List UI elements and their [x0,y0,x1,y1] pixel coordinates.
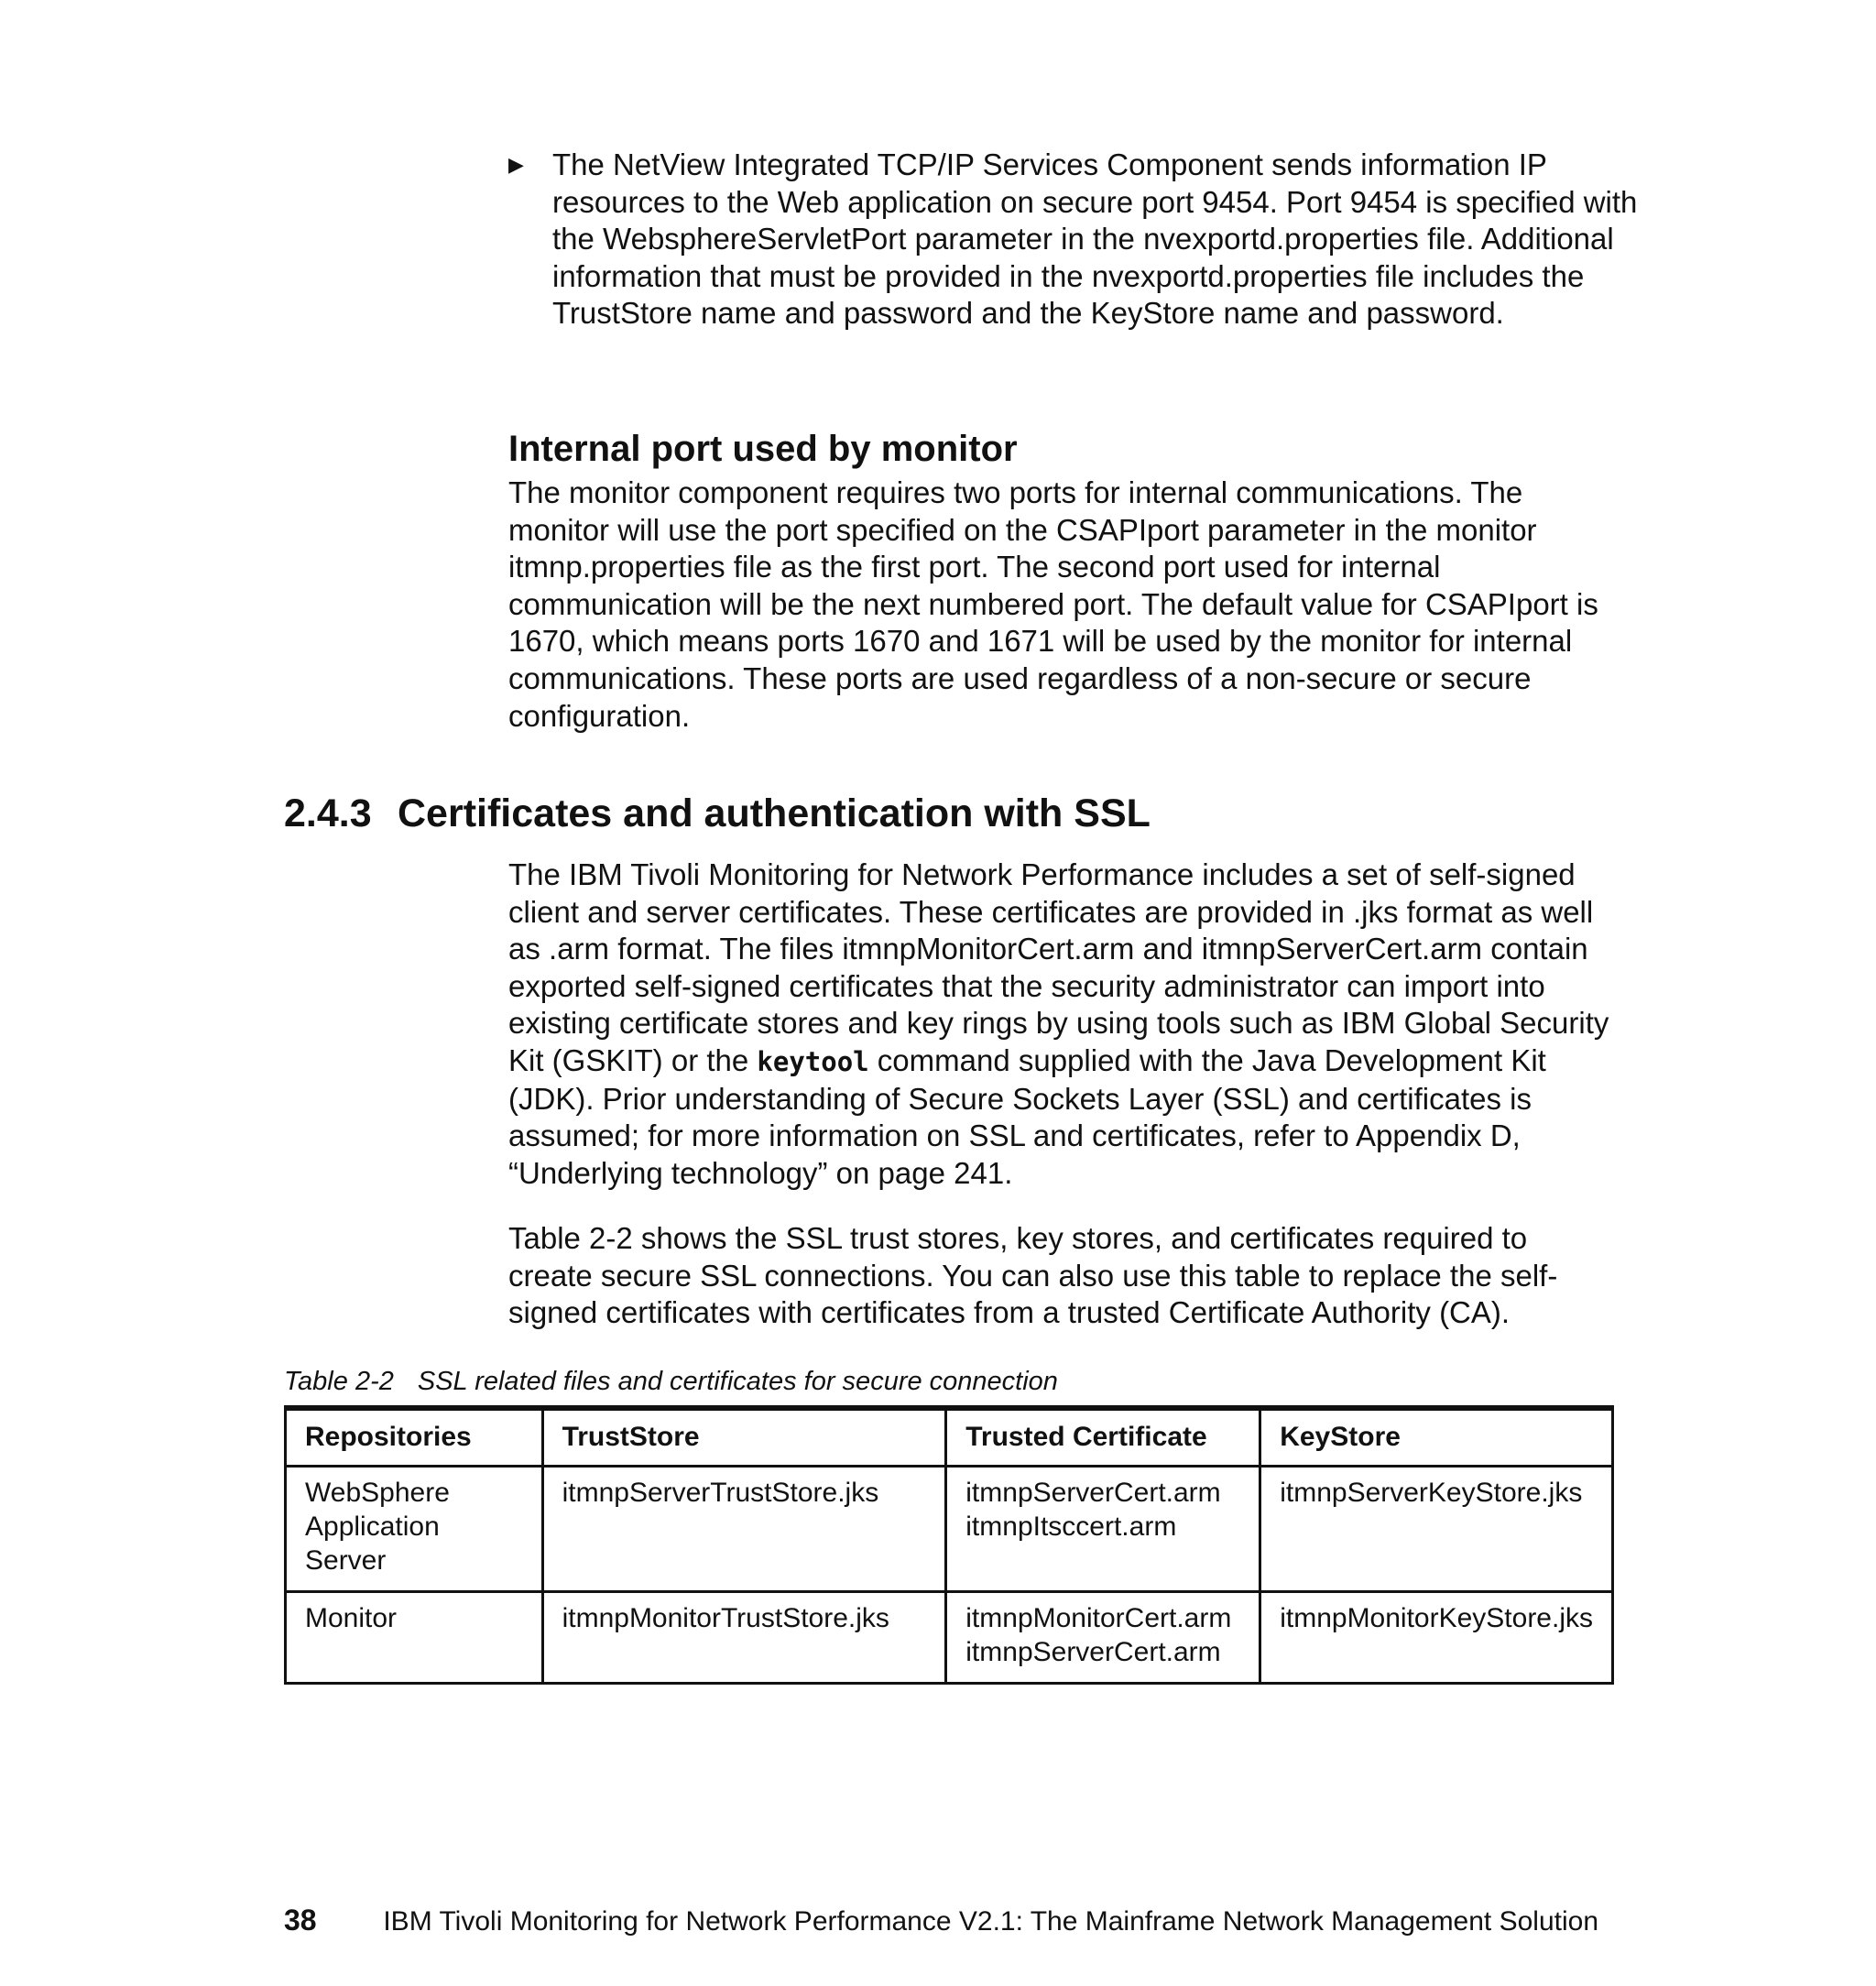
certificate-cell [946,1592,1260,1684]
truststore-cell: itmnpMonitorTrustStore.jks [542,1592,946,1684]
certificate-line: itmnpServerCert.arm [965,1637,1221,1667]
section-heading [284,788,1151,839]
table-header-row [286,1408,1613,1467]
table-caption [284,1365,1058,1398]
bullet-text: The NetView Integrated TCP/IP Services Component sends information IP resources to the Web application on secure port 9454. Port 9454 is specified with the WebsphereServletPort parameter in the nvexportd.properties file. Additional information that must be provided in the nvexportd.properties file includes the TrustStore name and password and the KeyStore name and password. [552,147,1638,331]
table-intro-paragraph: Table 2-2 shows the SSL trust stores, key stores, and certificates required to create secure SSL connections. You can also use this table to replace the self-signed certificates with certificates from a trusted Certificate Authority (CA). [508,1221,1558,1330]
page-number: 38 [284,1904,317,1937]
table-row [286,1467,1613,1592]
certificate-line: itmnpMonitorCert.arm [965,1603,1232,1633]
table-caption-label: Table 2-2 [284,1367,394,1396]
repository-line: Application [305,1511,440,1542]
certificates-text-before: The IBM Tivoli Monitoring for Network Performance includes a set of self-signed client and server certificates. These certificates are provided in .jks format as well as .arm format. The files itmnpMonitorCert.arm and itmnpServerCert.arm contain exported self-signed certificates that the security administrator can import into existing certificate stores and key rings by using tools such as IBM Global Security Kit (GSKIT) or the [508,857,1609,1077]
header-truststore: TrustStore [542,1408,946,1467]
keystore-cell: itmnpMonitorKeyStore.jks [1260,1592,1613,1684]
header-keystore: KeyStore [1260,1408,1613,1467]
repository-cell [286,1592,543,1684]
repository-line: Server [305,1545,387,1576]
truststore-cell: itmnpServerTrustStore.jks [542,1467,946,1592]
subsection-heading: Internal port used by monitor [508,429,1018,469]
certificates-text-after: command supplied with the Java Development Kit (JDK). Prior understanding of Secure Sockets Layer (SSL) and certificates is assumed; for more information on SSL and certificates, refer to Appendix D, “Underlying technology” on page 241. [508,1042,1546,1190]
table-caption-text: SSL related files and certificates for secure connection [417,1367,1058,1396]
internal-port-paragraph: The monitor component requires two ports for internal communications. The monitor will use the port specified on the CSAPIport parameter in the monitor itmnp.properties file as the first port. The second port used for internal communication will be the next numbered port. The default value for CSAPIport is 1670, which means ports 1670 and 1671 will be used by the monitor for internal communications. These ports are used regardless of a non-secure or secure configuration. [508,475,1598,733]
header-trusted-certificate: Trusted Certificate [946,1408,1260,1467]
table-row [286,1592,1613,1684]
keystore-cell: itmnpServerKeyStore.jks [1260,1467,1613,1592]
repository-cell [286,1467,543,1592]
header-repositories: Repositories [286,1408,543,1467]
page-footer [284,1902,1598,1940]
certificate-cell [946,1467,1260,1592]
keytool-command: keytool [757,1045,869,1077]
certificate-line: itmnpItsccert.arm [965,1511,1177,1542]
section-title: Certificates and authentication with SSL [398,791,1151,835]
ssl-files-table [284,1405,1614,1685]
triangle-bullet-icon: ▶ [508,153,524,176]
book-title: IBM Tivoli Monitoring for Network Performance V2.1: The Mainframe Network Management Solution [383,1906,1599,1937]
certificate-line: itmnpServerCert.arm [965,1478,1221,1508]
repository-line: Monitor [305,1603,398,1633]
certificates-paragraph [508,857,1617,1192]
section-number: 2.4.3 [284,791,372,835]
repository-line: WebSphere [305,1478,450,1508]
